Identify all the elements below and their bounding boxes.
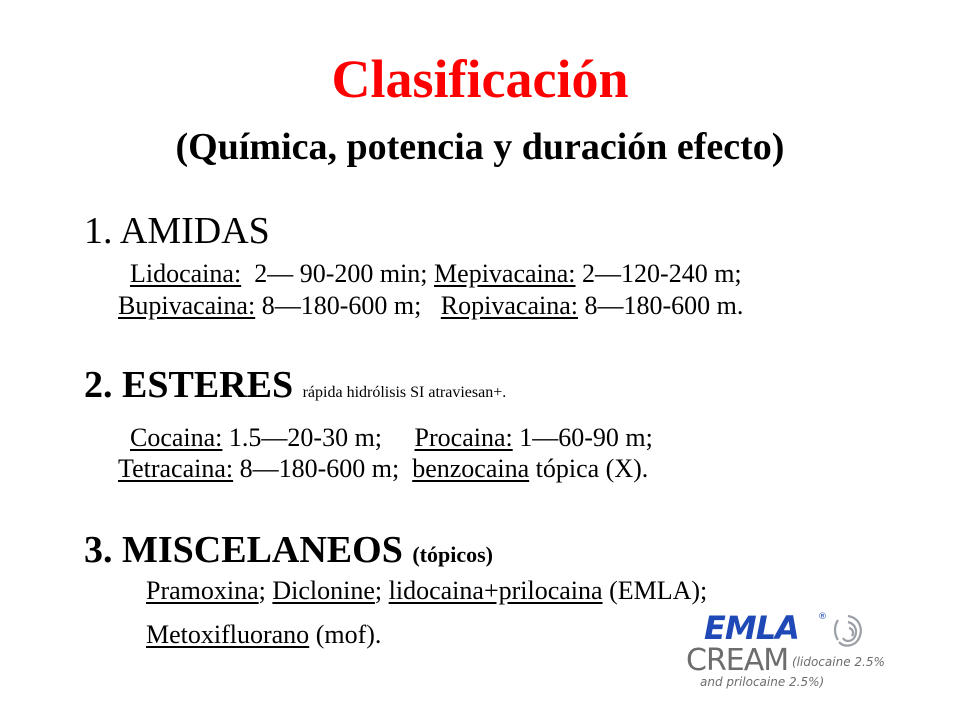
drug-detail: (EMLA); xyxy=(602,576,708,605)
drug-name: Cocaina: xyxy=(130,423,223,452)
drug-line xyxy=(146,622,381,648)
drug-detail: 1.5—20-30 m; xyxy=(222,423,415,452)
drug-detail: 8—180-600 m; xyxy=(233,454,413,483)
section-heading-miscelaneos xyxy=(84,531,493,569)
emla-cream-logo xyxy=(686,609,886,694)
section-heading-text: 2. ESTERES xyxy=(84,364,294,406)
drug-line xyxy=(146,578,707,604)
drug-detail: (mof). xyxy=(309,620,382,649)
drug-detail: 8—180-600 m; xyxy=(255,291,441,320)
drug-line xyxy=(130,425,653,451)
registered-mark: ® xyxy=(818,612,827,622)
drug-detail: 8—180-600 m. xyxy=(577,291,744,320)
section-note: (tópicos) xyxy=(412,542,493,567)
swirl-icon xyxy=(828,612,868,654)
drug-name: Mepivacaina: xyxy=(434,259,576,288)
drug-detail: tópica (X). xyxy=(529,454,649,483)
drug-line xyxy=(118,456,648,482)
section-heading-amidas xyxy=(84,212,270,250)
drug-name: Bupivacaina: xyxy=(118,291,256,320)
drug-detail: ; xyxy=(374,576,389,605)
drug-name: Procaina: xyxy=(414,423,513,452)
drug-name: lidocaina+prilocaina xyxy=(388,576,603,605)
logo-brand: EMLA xyxy=(704,609,799,647)
drug-name: Diclonine xyxy=(272,576,375,605)
drug-name: benzocaina xyxy=(412,454,530,483)
section-heading-esteres xyxy=(84,366,506,404)
drug-name: Ropivacaina: xyxy=(440,291,578,320)
drug-detail: ; xyxy=(258,576,273,605)
slide-subtitle: (Química, potencia y duración efecto) xyxy=(175,126,785,168)
logo-description-line1: (lidocaine 2.5% xyxy=(792,655,885,669)
logo-product: CREAM xyxy=(686,643,789,678)
section-heading-text: 1. AMIDAS xyxy=(84,210,270,252)
drug-name: Metoxifluorano xyxy=(146,620,310,649)
drug-detail: 1—60-90 m; xyxy=(512,423,653,452)
drug-name: Lidocaina: xyxy=(130,259,242,288)
logo-description-line2: and prilocaine 2.5%) xyxy=(700,675,825,689)
section-heading-text: 3. MISCELANEOS xyxy=(84,529,403,571)
drug-detail: 2—120-240 m; xyxy=(575,259,742,288)
drug-line xyxy=(130,261,742,287)
drug-name: Pramoxina xyxy=(146,576,259,605)
drug-detail: 2— 90-200 min; xyxy=(241,259,435,288)
drug-name: Tetracaina: xyxy=(118,454,234,483)
drug-line xyxy=(118,293,743,319)
slide-title: Clasificación xyxy=(331,49,629,109)
section-note: rápida hidrólisis SI atraviesan+. xyxy=(302,384,507,401)
